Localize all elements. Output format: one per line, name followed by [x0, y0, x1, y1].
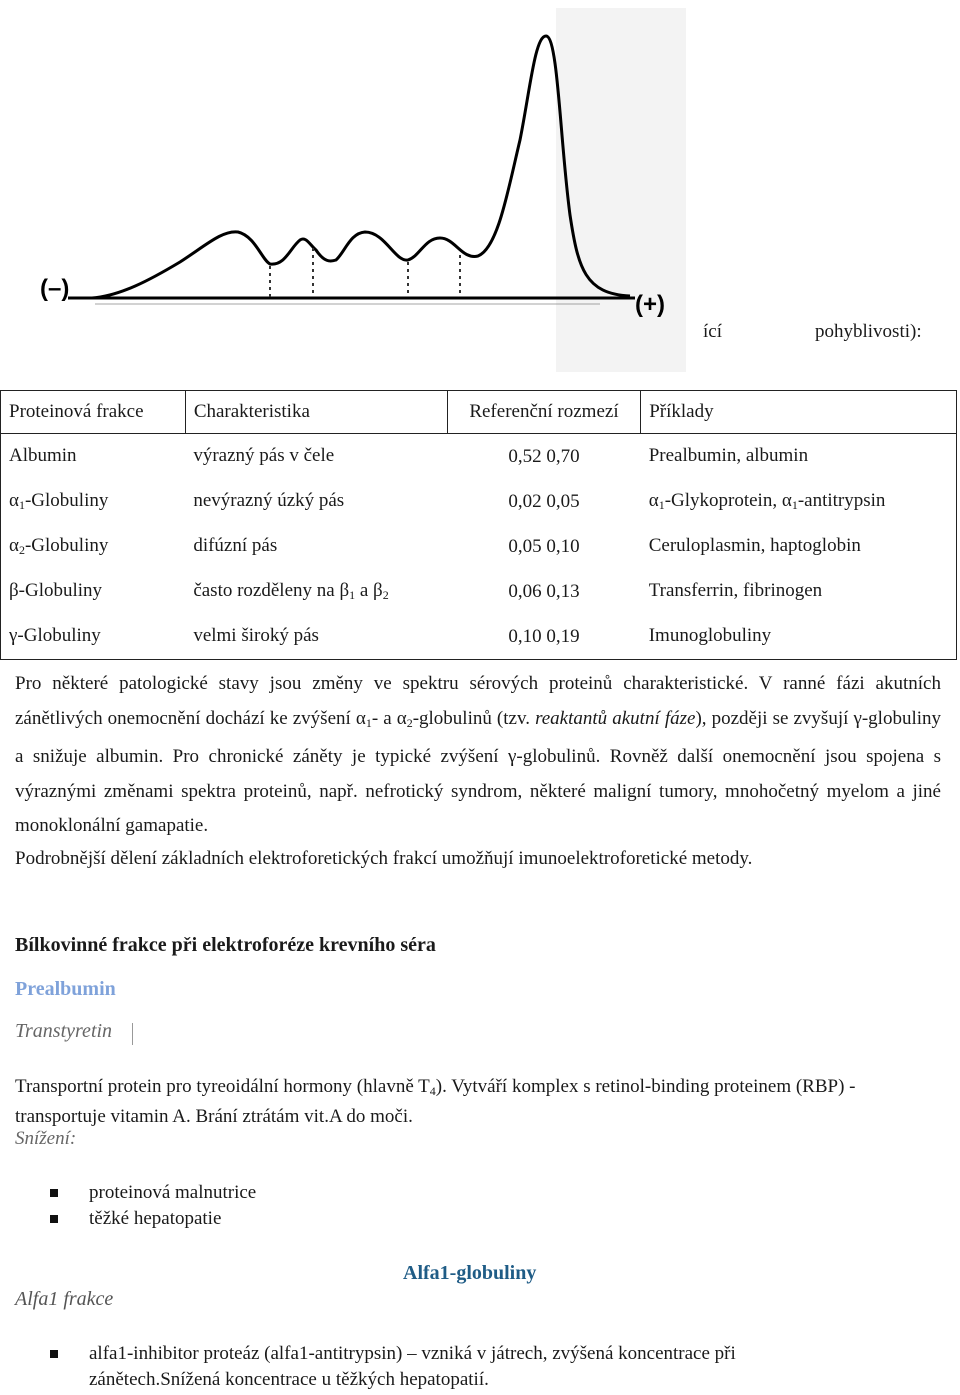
list-item: těžké hepatopatie [50, 1206, 256, 1232]
prealbumin-description: Transportní protein pro tyreoidální hormony (hlavně $T_4$). Vytváří komplex s retinol-binding proteinem (RBP) - transportuje vitamin A. Brání ztrátám vit.A do moči. [15, 1076, 856, 1127]
characteristic: velmi široký pás [185, 614, 447, 660]
table-row [1, 524, 957, 569]
alfa1-globulins-title: Alfa1-globuliny [403, 1262, 537, 1284]
reference-range: 0,05 0,10 [508, 535, 580, 557]
reference-range: 0,10 0,19 [447, 614, 641, 660]
figure-caption-fragment: ící [703, 321, 722, 342]
protein-curve [92, 36, 630, 298]
electrophoresis-figure [0, 0, 960, 380]
examples: Prealbumin, albumin [641, 434, 957, 480]
prealbumin-title: Prealbumin [15, 978, 116, 1000]
fraction-name: Albumin [1, 434, 186, 480]
text-cursor-bar [132, 1023, 133, 1045]
table-row [1, 569, 957, 614]
neg-pole-label: (–) [40, 275, 70, 302]
section-heading: Bílkovinné frakce při elektroforéze krevního séra [15, 934, 436, 956]
square-bullet-icon [50, 1350, 58, 1358]
characteristic: výrazný pás v čele [193, 445, 335, 466]
characteristic: difúzní pás [193, 535, 278, 556]
list-item: alfa1-inhibitor proteáz (alfa1-antitrypsin) – vzniká v játrech, zvýšená koncentrace při zánětech.Snížená koncentrace u těžkých hepatopatií. [50, 1341, 870, 1393]
characteristic: nevýrazný úzký pás [193, 490, 345, 511]
reference-range: 0,02 0,05 [508, 490, 580, 512]
header-characteristic: Charakteristika [185, 391, 447, 434]
examples: Ceruloplasmin, haptoglobin [641, 524, 957, 569]
examples: Imunoglobuliny [641, 614, 957, 660]
alfa1-fraction-label: Alfa1 frakce [15, 1288, 114, 1310]
fraction-name: γ-Globuliny [1, 614, 186, 660]
list-item: proteinová malnutrice [50, 1180, 256, 1206]
square-bullet-icon [50, 1215, 58, 1223]
prealbumin-decrease-list [50, 1180, 256, 1232]
fraction-name: $\alpha_1$-Globuliny [1, 479, 186, 524]
header-examples: Příklady [641, 391, 957, 434]
examples: $\alpha_1$-Glykoprotein, $\alpha_1$-antitrypsin [641, 479, 957, 524]
decrease-label: Snížení: [15, 1128, 77, 1149]
table-row [1, 614, 957, 660]
fraction-separators [270, 248, 460, 297]
reference-range: 0,52 0,70 [508, 445, 580, 467]
fraction-name: β-Globuliny [1, 569, 186, 614]
figure-caption-mobility: pohyblivosti): [815, 321, 922, 342]
fraction-name: $\alpha_2$-Globuliny [1, 524, 186, 569]
pos-pole-label: (+) [635, 291, 665, 318]
reference-range: 0,06 0,13 [508, 580, 580, 602]
table-body [1, 434, 957, 660]
header-fraction: Proteinová frakce [1, 391, 186, 434]
table-header-row [1, 391, 957, 434]
examples: Transferrin, fibrinogen [641, 569, 957, 614]
immunoelectrophoresis-paragraph: Podrobnější dělení základních elektroforetických frakcí umožňují imunoelektroforetické metody. [15, 848, 753, 869]
table-row [1, 479, 957, 524]
transtyretin-subtitle: Transtyretin [15, 1020, 113, 1042]
pathology-paragraph: Pro některé patologické stavy jsou změny ve spektru sérových proteinů charakteristické. V ranné fázi akutních zánětlivých onemocnění dochází ke zvýšení $\alpha_1-$ a $\alpha_2$-globulinů (tzv. reaktantů akutní fáze), později se zvyšují γ-globuliny a snižuje albumin. Pro chronické záněty je typické zvýšení γ-globulinů. Rovněž další onemocnění jsou spojena s výraznými změnami spektra proteinů, např. nefrotický syndrom, některé maligní tumory, mnohočetný myelom a jiné monoklonální gamapatie. [15, 673, 942, 836]
alfa1-list [50, 1341, 870, 1393]
table-row [1, 434, 957, 480]
characteristic: často rozděleny na $\beta_1$ a $\beta_2$ [193, 580, 389, 602]
square-bullet-icon [50, 1189, 58, 1197]
protein-fractions-table [0, 390, 957, 660]
header-reference-range: Referenční rozmezí [447, 391, 641, 434]
